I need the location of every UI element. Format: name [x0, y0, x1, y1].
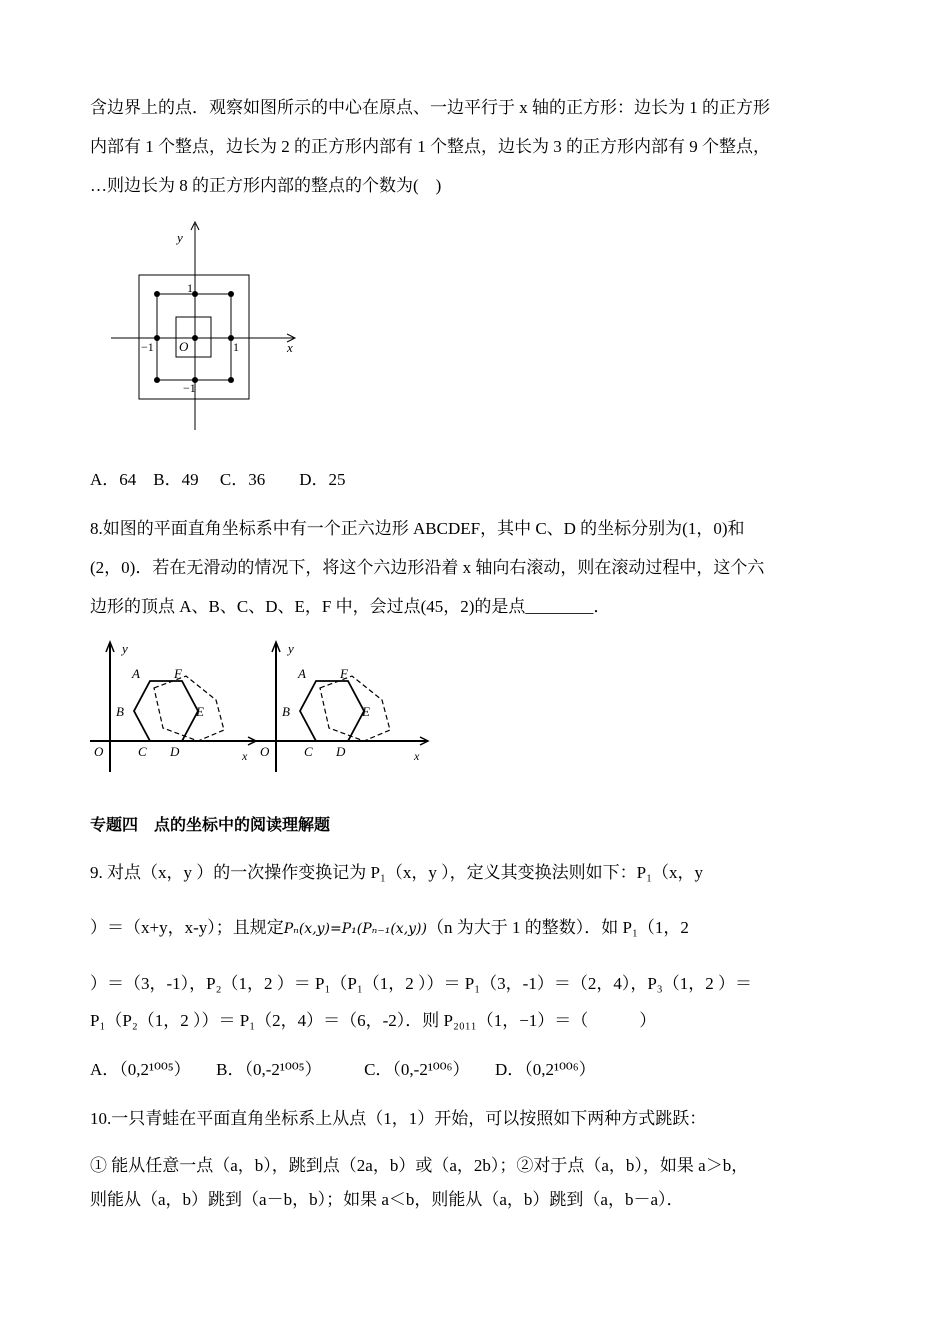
- origin-label: O: [260, 744, 270, 759]
- q9-options: A．（0,2¹⁰⁰⁵） B．（0,-2¹⁰⁰⁵） C．（0,-2¹⁰⁰⁶） D．（0,2¹⁰⁰⁶）: [90, 1060, 596, 1079]
- q8-hexagon-figure: [88, 638, 433, 778]
- lattice-point: [154, 377, 160, 383]
- q9-line2-part-a: ）＝（x+y，x-y）；且规定: [90, 918, 284, 937]
- tick-label-neg1-left: −1: [141, 340, 154, 354]
- vertex-E: E: [196, 704, 204, 719]
- q10-text-line-2: ① 能从任意一点（a，b），跳到点（2a，b）或（a，2b）；②对于点（a，b），如果 a＞b，: [90, 1156, 749, 1175]
- lattice-point: [228, 377, 234, 383]
- lattice-point: [154, 335, 160, 341]
- origin-label: O: [179, 339, 189, 354]
- vertex-C: C: [138, 744, 147, 759]
- y-label: y: [122, 641, 128, 656]
- q7-text-line-3: …则边长为 8 的正方形内部的整点的个数为( ): [90, 176, 442, 195]
- hexagon-solid: [300, 681, 364, 741]
- q8-text-line-1: 8.如图的平面直角坐标系中有一个正六边形 ABCDEF，其中 C、D 的坐标分别为(1，0)和: [90, 519, 745, 538]
- q7-lattice-square-figure: [105, 218, 305, 436]
- q9-text-line-1: 9. 对点（x，y ）的一次操作变换记为 P₁（x，y ），定义其变换法则如下：P₁（x，y: [90, 863, 704, 882]
- lattice-point: [154, 291, 160, 297]
- q7-text-line-2: 内部有 1 个整点，边长为 2 的正方形内部有 1 个整点，边长为 3 的正方形内部有 9 个整点，: [90, 137, 770, 156]
- q9-text-line-3: ）＝（3，-1），P₂（1，2 ）＝ P₁（P₁（1，2 ））＝ P₁（3，-1）＝（2，4），P₃（1，2 ）＝: [90, 974, 752, 993]
- q10-text-line-1: 10.一只青蛙在平面直角坐标系上从点（1，1）开始，可以按照如下两种方式跳跃：: [90, 1109, 707, 1128]
- lattice-point: [192, 335, 198, 341]
- tick-label-1-top: 1: [187, 281, 193, 295]
- q8-text-line-2: (2，0)．若在无滑动的情况下，将这个六边形沿着 x 轴向右滚动，则在滚动过程中，这个六: [90, 558, 765, 577]
- vertex-A: A: [132, 666, 140, 681]
- lattice-points: [154, 291, 234, 383]
- tick-label-neg1-bottom: −1: [183, 381, 196, 395]
- vertex-E: E: [362, 704, 370, 719]
- vertex-F: F: [340, 666, 348, 681]
- q9-recursive-formula: Pₙ(x,y)=P₁(Pₙ₋₁(x,y)): [283, 921, 427, 937]
- origin-label: O: [94, 744, 104, 759]
- vertex-C: C: [304, 744, 313, 759]
- vertex-B: B: [116, 704, 124, 719]
- hexagon-diagram-left: [90, 641, 256, 772]
- hexagon-solid: [134, 681, 198, 741]
- vertex-D: D: [336, 744, 346, 759]
- y-label: y: [177, 230, 183, 245]
- tick-label-1-right: 1: [233, 340, 239, 354]
- vertex-A: A: [298, 666, 306, 681]
- q10-text-line-3: 则能从（a，b）跳到（a－b，b）；如果 a＜b，则能从（a，b）跳到（a，b－a）．: [90, 1190, 684, 1209]
- y-label: y: [288, 641, 294, 656]
- hexagon-dashed: [320, 676, 390, 741]
- q9-text-line-4: P₁（P₂（1，2 ））＝ P₁（2，4）＝（6，-2）．则 P₂₀₁₁（1，−1）＝（ ）: [90, 1011, 657, 1030]
- lattice-point: [228, 291, 234, 297]
- q9-text-line-2: [90, 917, 689, 940]
- q8-text-line-3: 边形的顶点 A、B、C、D、E，F 中，会过点(45，2)的是点________．: [90, 597, 611, 616]
- q7-text-line-1: 含边界上的点．观察如图所示的中心在原点、一边平行于 x 轴的正方形：边长为 1 的正方形: [90, 98, 770, 117]
- section-heading: 专题四 点的坐标中的阅读理解题: [90, 815, 331, 834]
- vertex-B: B: [282, 704, 290, 719]
- hexagon-dashed: [154, 676, 224, 741]
- hexagon-diagram-right: [256, 641, 428, 772]
- vertex-D: D: [170, 744, 180, 759]
- q7-options: A．64 B．49 C．36 D．25: [90, 470, 346, 489]
- x-label: x: [242, 749, 248, 763]
- x-label: x: [287, 340, 293, 355]
- vertex-F: F: [174, 666, 182, 681]
- q9-line2-part-b: （n 为大于 1 的整数）．如 P₁（1，2: [426, 918, 689, 937]
- x-label: x: [414, 749, 420, 763]
